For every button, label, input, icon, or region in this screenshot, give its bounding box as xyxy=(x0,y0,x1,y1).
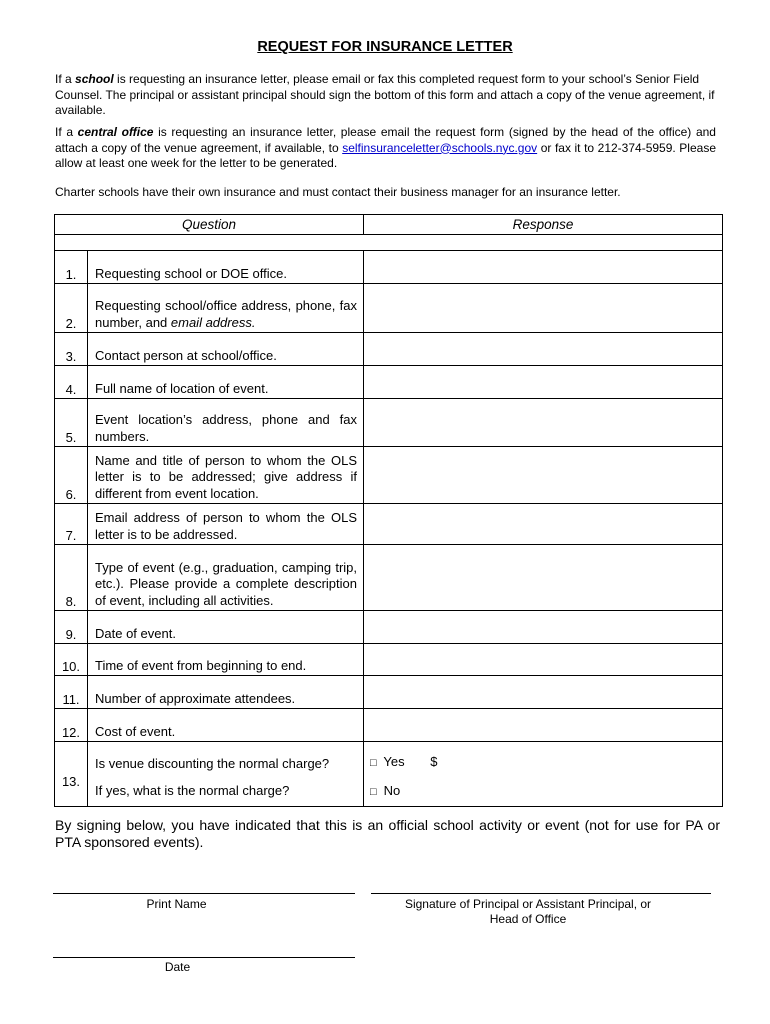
yes-option[interactable] xyxy=(370,748,722,777)
p2-mid: is requesting an insurance letter, please email the request form (signed by the head of the office) and attach a copy of the venue agreement, if available, to xyxy=(55,125,716,155)
row-number: 8. xyxy=(55,545,88,611)
print-name-line[interactable] xyxy=(53,893,355,894)
page-title: REQUEST FOR INSURANCE LETTER xyxy=(257,39,513,55)
response-cell[interactable] xyxy=(364,709,723,742)
row-question: Email address of person to whom the OLS letter is to be addressed. xyxy=(88,504,364,545)
row-number: 9. xyxy=(55,611,88,644)
row-question: Contact person at school/office. xyxy=(88,333,364,366)
p2-rest: or fax it to 212-374-5959. Please allow at least one week for the letter to be generated. xyxy=(55,140,716,171)
no-option[interactable] xyxy=(370,777,722,806)
response-cell xyxy=(364,742,723,807)
table-spacer-row xyxy=(55,235,723,251)
row-question: Requesting school or DOE office. xyxy=(88,251,364,284)
email-link[interactable]: selfinsuranceletter@schools.nyc.gov xyxy=(342,140,538,155)
signing-statement: By signing below, you have indicated that this is an official school activity or event (not for use for PA or PTA sponsored events). xyxy=(55,817,720,850)
response-cell[interactable] xyxy=(364,399,723,447)
row-question: Requesting school/office address, phone, fax number, and email address. xyxy=(88,284,364,333)
row-number: 2. xyxy=(55,284,88,333)
row-number: 5. xyxy=(55,399,88,447)
table-row xyxy=(55,611,723,644)
header-response: Response xyxy=(364,215,723,235)
date-line[interactable] xyxy=(53,957,355,958)
yes-label: Yes xyxy=(383,754,405,769)
print-name-caption: Print Name xyxy=(146,897,207,911)
date-caption: Date xyxy=(164,960,191,974)
response-cell[interactable] xyxy=(364,284,723,333)
request-table xyxy=(54,214,723,807)
signature-caption: Signature of Principal or Assistant Principal, or Head of Office xyxy=(404,897,652,926)
normal-charge-question: If yes, what is the normal charge? xyxy=(95,782,290,798)
row-number: 1. xyxy=(55,251,88,284)
response-cell[interactable] xyxy=(364,447,723,504)
row-question: Cost of event. xyxy=(88,709,364,742)
p1-rest: is requesting an insurance letter, please email or fax this completed request form to your school’s Senior Field Counsel. The principal or assistant principal should sign the bottom of this form and attach a copy of the venue agreement, if available. xyxy=(55,72,715,118)
table-row xyxy=(55,644,723,676)
table-row xyxy=(55,545,723,611)
response-cell[interactable] xyxy=(364,676,723,709)
table-row xyxy=(55,284,723,333)
p2-prefix: If a xyxy=(55,125,78,139)
row-question: Event location’s address, phone and fax numbers. xyxy=(88,399,364,447)
table-row xyxy=(55,366,723,399)
response-cell[interactable] xyxy=(364,251,723,284)
row-question: Name and title of person to whom the OLS letter is to be addressed; give address if different from event location. xyxy=(88,447,364,504)
table-row xyxy=(55,251,723,284)
row-number: 13. xyxy=(55,742,88,807)
checkbox-icon[interactable]: □ xyxy=(370,786,377,798)
row-question: Type of event (e.g., graduation, camping trip, etc.). Please provide a complete description of event, including all activities. xyxy=(88,545,364,611)
row-number: 6. xyxy=(55,447,88,504)
p2-emphasis: central office xyxy=(77,125,154,139)
response-cell[interactable] xyxy=(364,545,723,611)
row-question: Date of event. xyxy=(88,611,364,644)
row-question: Number of approximate attendees. xyxy=(88,676,364,709)
response-cell[interactable] xyxy=(364,504,723,545)
dollar-sign: $ xyxy=(430,754,438,769)
intro-school-paragraph xyxy=(55,72,716,119)
response-cell[interactable] xyxy=(364,333,723,366)
table-row xyxy=(55,676,723,709)
table-header-row xyxy=(55,215,723,235)
table-row xyxy=(55,399,723,447)
table-row xyxy=(55,709,723,742)
table-row xyxy=(55,447,723,504)
row-number: 11. xyxy=(55,676,88,709)
row-number: 12. xyxy=(55,709,88,742)
charter-schools-note: Charter schools have their own insurance and must contact their business manager for an insurance letter. xyxy=(55,185,621,199)
row-number: 10. xyxy=(55,644,88,676)
row-question: Full name of location of event. xyxy=(88,366,364,399)
p1-emphasis: school xyxy=(75,72,114,86)
response-cell[interactable] xyxy=(364,611,723,644)
row-question xyxy=(88,742,364,807)
header-question: Question xyxy=(55,215,364,235)
row-question: Time of event from beginning to end. xyxy=(88,644,364,676)
row-number: 3. xyxy=(55,333,88,366)
table-row xyxy=(55,504,723,545)
signature-line[interactable] xyxy=(371,893,711,894)
checkbox-icon[interactable]: □ xyxy=(370,757,377,769)
intro-central-office-paragraph xyxy=(55,125,716,172)
response-cell[interactable] xyxy=(364,366,723,399)
table-row-13 xyxy=(55,742,723,807)
response-cell[interactable] xyxy=(364,644,723,676)
row-number: 4. xyxy=(55,366,88,399)
p1-prefix: If a xyxy=(55,72,76,86)
no-label: No xyxy=(383,783,401,798)
discount-question: Is venue discounting the normal charge? xyxy=(95,755,330,771)
row-number: 7. xyxy=(55,504,88,545)
table-row xyxy=(55,333,723,366)
